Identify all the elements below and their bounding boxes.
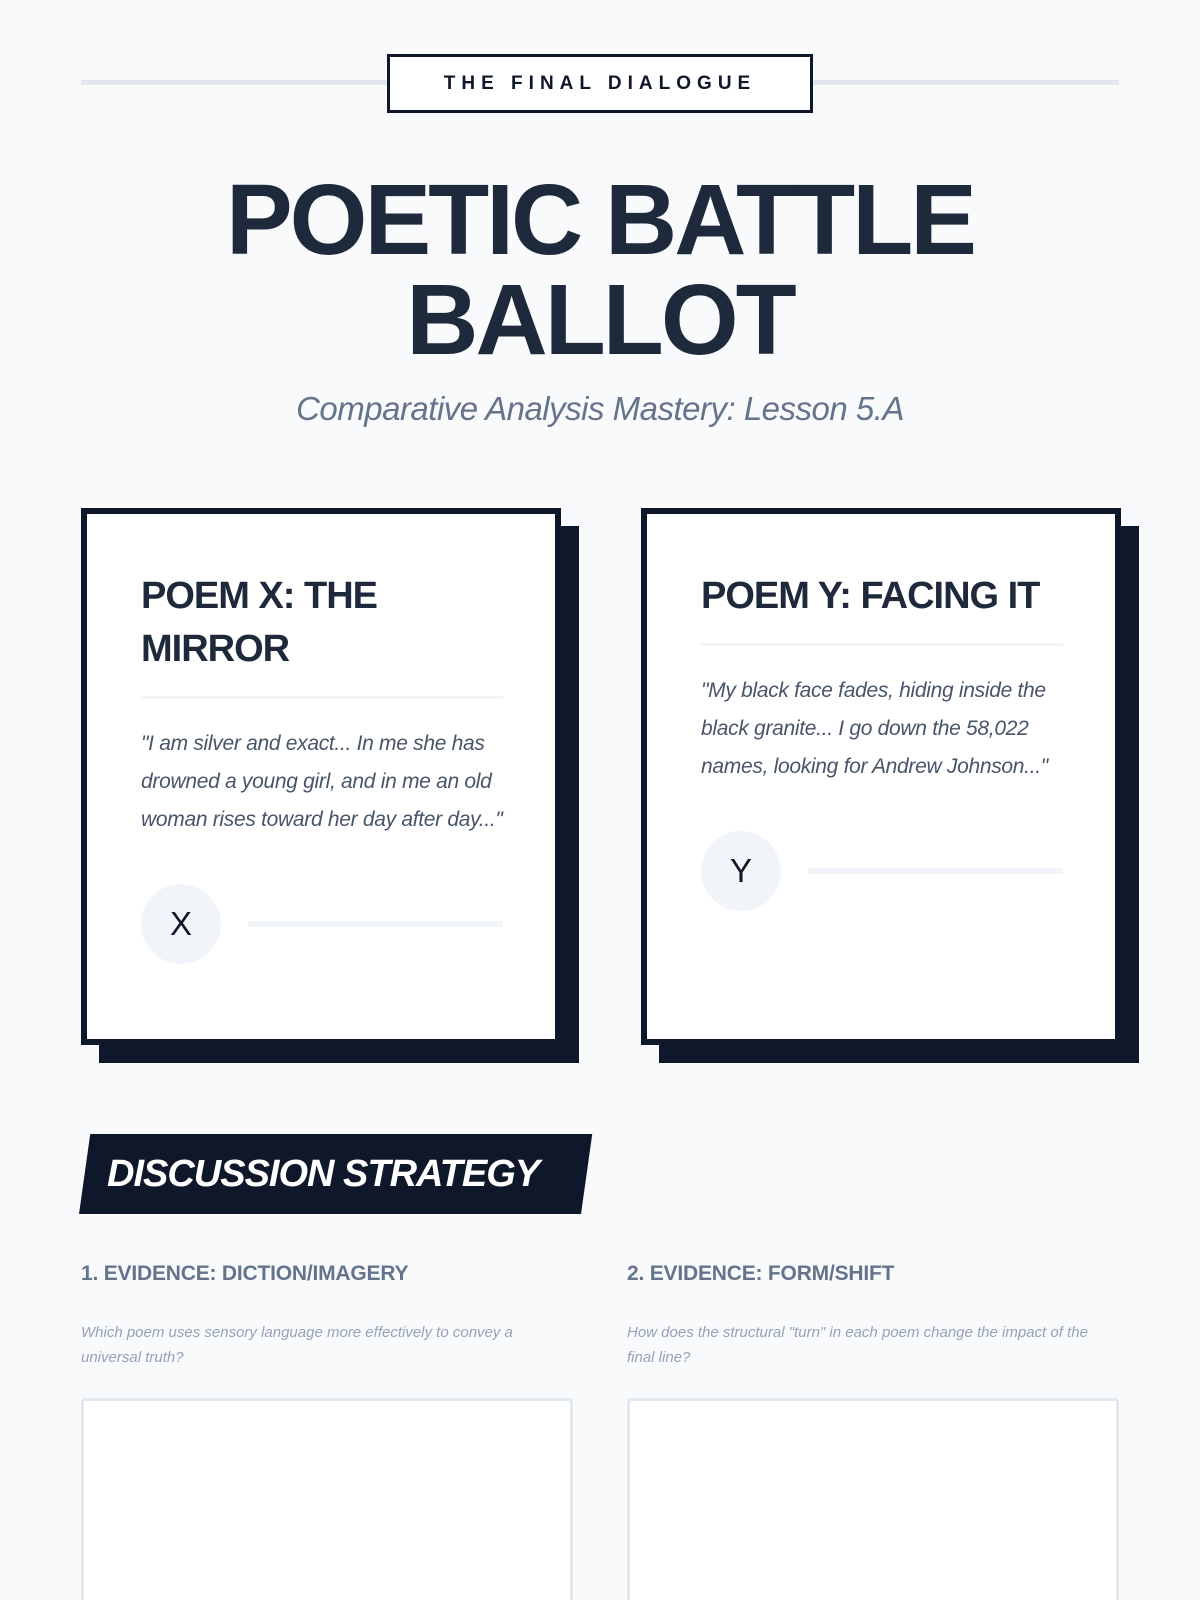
vote-row-y <box>701 831 1063 911</box>
poem-cards <box>81 508 1119 1068</box>
poem-y-quote: "My black face fades, hiding inside the black granite... I go down the 58,022 names, looking for Andrew Johnson..." <box>701 679 1048 778</box>
section-heading-label: DISCUSSION STRATEGY <box>107 1153 540 1195</box>
vote-x-button[interactable]: X <box>141 884 221 964</box>
page-title <box>81 164 1119 376</box>
page-subtitle: Comparative Analysis Mastery: Lesson 5.A <box>296 390 904 427</box>
question-2-hint: How does the structural "turn" in each poem change the impact of the final line? <box>627 1324 1088 1366</box>
vote-y-line <box>808 868 1063 874</box>
question-1-hint: Which poem uses sensory language more effectively to convey a universal truth? <box>81 1324 513 1366</box>
question-1 <box>81 1262 573 1600</box>
poem-x-quote: "I am silver and exact... In me she has drowned a young girl, and in me an old woman rises toward her day after day..." <box>141 732 503 831</box>
question-2-label: 2. EVIDENCE: FORM/SHIFT <box>627 1262 895 1285</box>
page-title-line-2: BALLOT <box>406 264 794 376</box>
poem-card-y <box>641 508 1121 1045</box>
question-2 <box>627 1262 1119 1600</box>
question-1-label: 1. EVIDENCE: DICTION/IMAGERY <box>81 1262 409 1285</box>
question-2-answer-box[interactable] <box>627 1398 1119 1600</box>
page-title-line-1: POETIC BATTLE <box>225 164 974 276</box>
section-heading <box>73 1134 581 1214</box>
poem-y-title: POEM Y: FACING IT <box>701 570 1063 646</box>
poem-x-title: POEM X: THE MIRROR <box>141 570 503 699</box>
poem-card-x <box>81 508 561 1045</box>
banner-row <box>81 0 1119 120</box>
vote-x-line <box>248 921 503 927</box>
question-1-answer-box[interactable] <box>81 1398 573 1600</box>
vote-y-button[interactable]: Y <box>701 831 781 911</box>
banner-label: THE FINAL DIALOGUE <box>387 54 813 113</box>
discussion-questions <box>81 1262 1119 1600</box>
vote-row-x <box>141 884 503 964</box>
